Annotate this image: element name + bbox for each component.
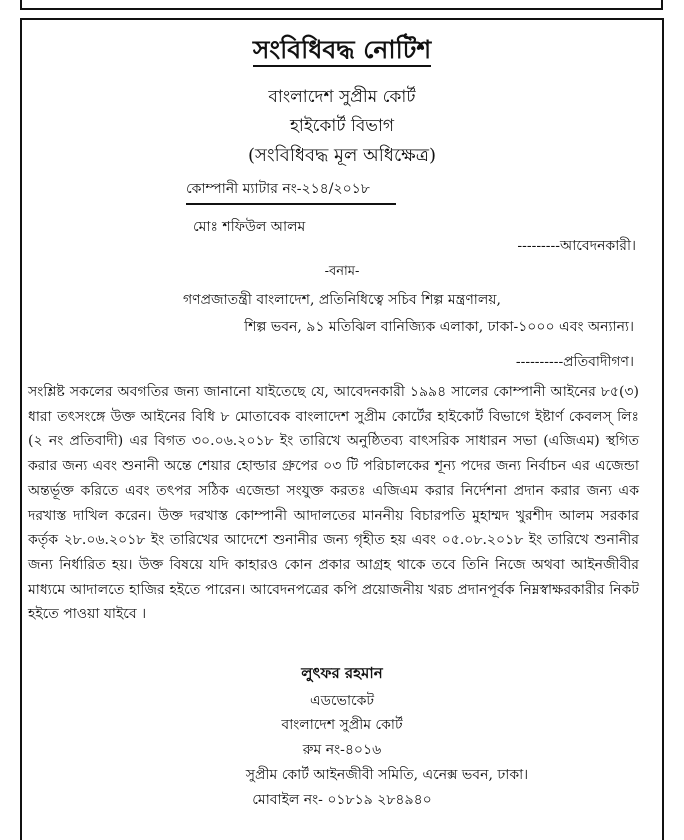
signatory-mobile: মোবাইল নং- ০১৮১৯ ২৮৪৯৪০ <box>252 792 432 808</box>
applicant-role: ---------আবেদনকারী। <box>517 238 636 254</box>
versus-label: -বনাম- <box>324 264 360 279</box>
signatory-designation: এডভোকেট <box>309 693 375 709</box>
signatory-name: লুৎফর রহমান <box>301 664 383 682</box>
applicant-name: মোঃ শফিউল আলম <box>193 219 306 235</box>
notice-title: সংবিধিবদ্ধ নোটিশ <box>0 30 684 73</box>
signatory-court: বাংলাদেশ সুপ্রীম কোর্ট <box>281 717 403 733</box>
notice-body: সংশ্লিষ্ট সকলের অবগতির জন্য জানানো যাইতেছে যে, আবেদনকারী ১৯৯৪ সালের কোম্পানী আইনের ৮৫(৩) ধারা তৎসংঙ্গে উক্ত আইনের বিধি ৮ মোতাবেক বাংলাদেশ সুপ্রীম কোর্টের হাইকোর্ট বিভাগে ইষ্টার্ণ কেবলস্ লিঃ (২ নং প্রতিবাদী) এর বিগত ৩০.০৬.২০১৮ ইং তারিখে অনুষ্ঠিতব্য বাৎসরিক সাধারন সভা (এজিএম) স্থগিত করার জন্য এবং শুনানী অন্তে শেয়ার হোল্ডার গ্রুপের ০৩ টি পরিচালকের শূন্য পদের জন্য নির্বাচন এর এজেন্ডা অন্তর্ভূক্ত করিতে এবং তৎপর সঠিক এজেন্ডা সংযুক্ত করতঃ এজিএম করার নির্দেশনা প্রদান করার জন্য এক দরখাস্ত দাখিল করেন। উক্ত দরখাস্ত কোম্পানী আদালতের মাননীয় বিচারপতি মুহাম্মদ খুরশীদ আলম সরকার কর্তৃক ২৮.০৬.২০১৮ ইং তারিখের আদেশে শুনানীর জন্য গৃহীত হয় এবং ০৫.০৮.২০১৮ ইং তারিখে শুনানীর জন্য নির্ধারিত হয়। উক্ত বিষয়ে যদি কাহারও কোন প্রকার আগ্রহ থাকে তবে তিনি নিজে অথবা আইনজীবীর মাধ্যমে আদালতে হাজির হইতে পারেন। আবেদনপত্রের কপি প্রয়োজনীয় খরচ প্রদানপূর্বক নিম্নস্বাক্ষরকারীর নিকট হইতে পাওয়া যাইবে । <box>28 384 639 623</box>
respondent-line-2: শিল্প ভবন, ৯১ মতিঝিল বানিজ্যিক এলাকা, ঢাকা-১০০০ এবং অন্যান্য। <box>244 319 634 335</box>
respondent-role: ----------প্রতিবাদীগণ। <box>515 354 634 370</box>
signatory-address: সুপ্রীম কোর্ট আইনজীবী সমিতি, এনেক্স ভবন, ঢাকা। <box>245 767 529 783</box>
signatory-room: রুম নং-৪০১৬ <box>302 742 382 758</box>
previous-notice-border <box>20 0 663 10</box>
respondent-line-1: গণপ্রজাতন্ত্রী বাংলাদেশ, প্রতিনিধিত্বে সচিব শিল্প মন্ত্রণালয়, <box>182 292 502 308</box>
jurisdiction: (সংবিধিবদ্ধ মূল অধিক্ষেত্র) <box>247 145 437 166</box>
case-number: কোম্পানী ম্যাটার নং-২১৪/২০১৮ <box>186 177 396 205</box>
division-name: হাইকোর্ট বিভাগ <box>289 116 395 136</box>
court-name: বাংলাদেশ সুপ্রীম কোর্ট <box>268 87 416 107</box>
